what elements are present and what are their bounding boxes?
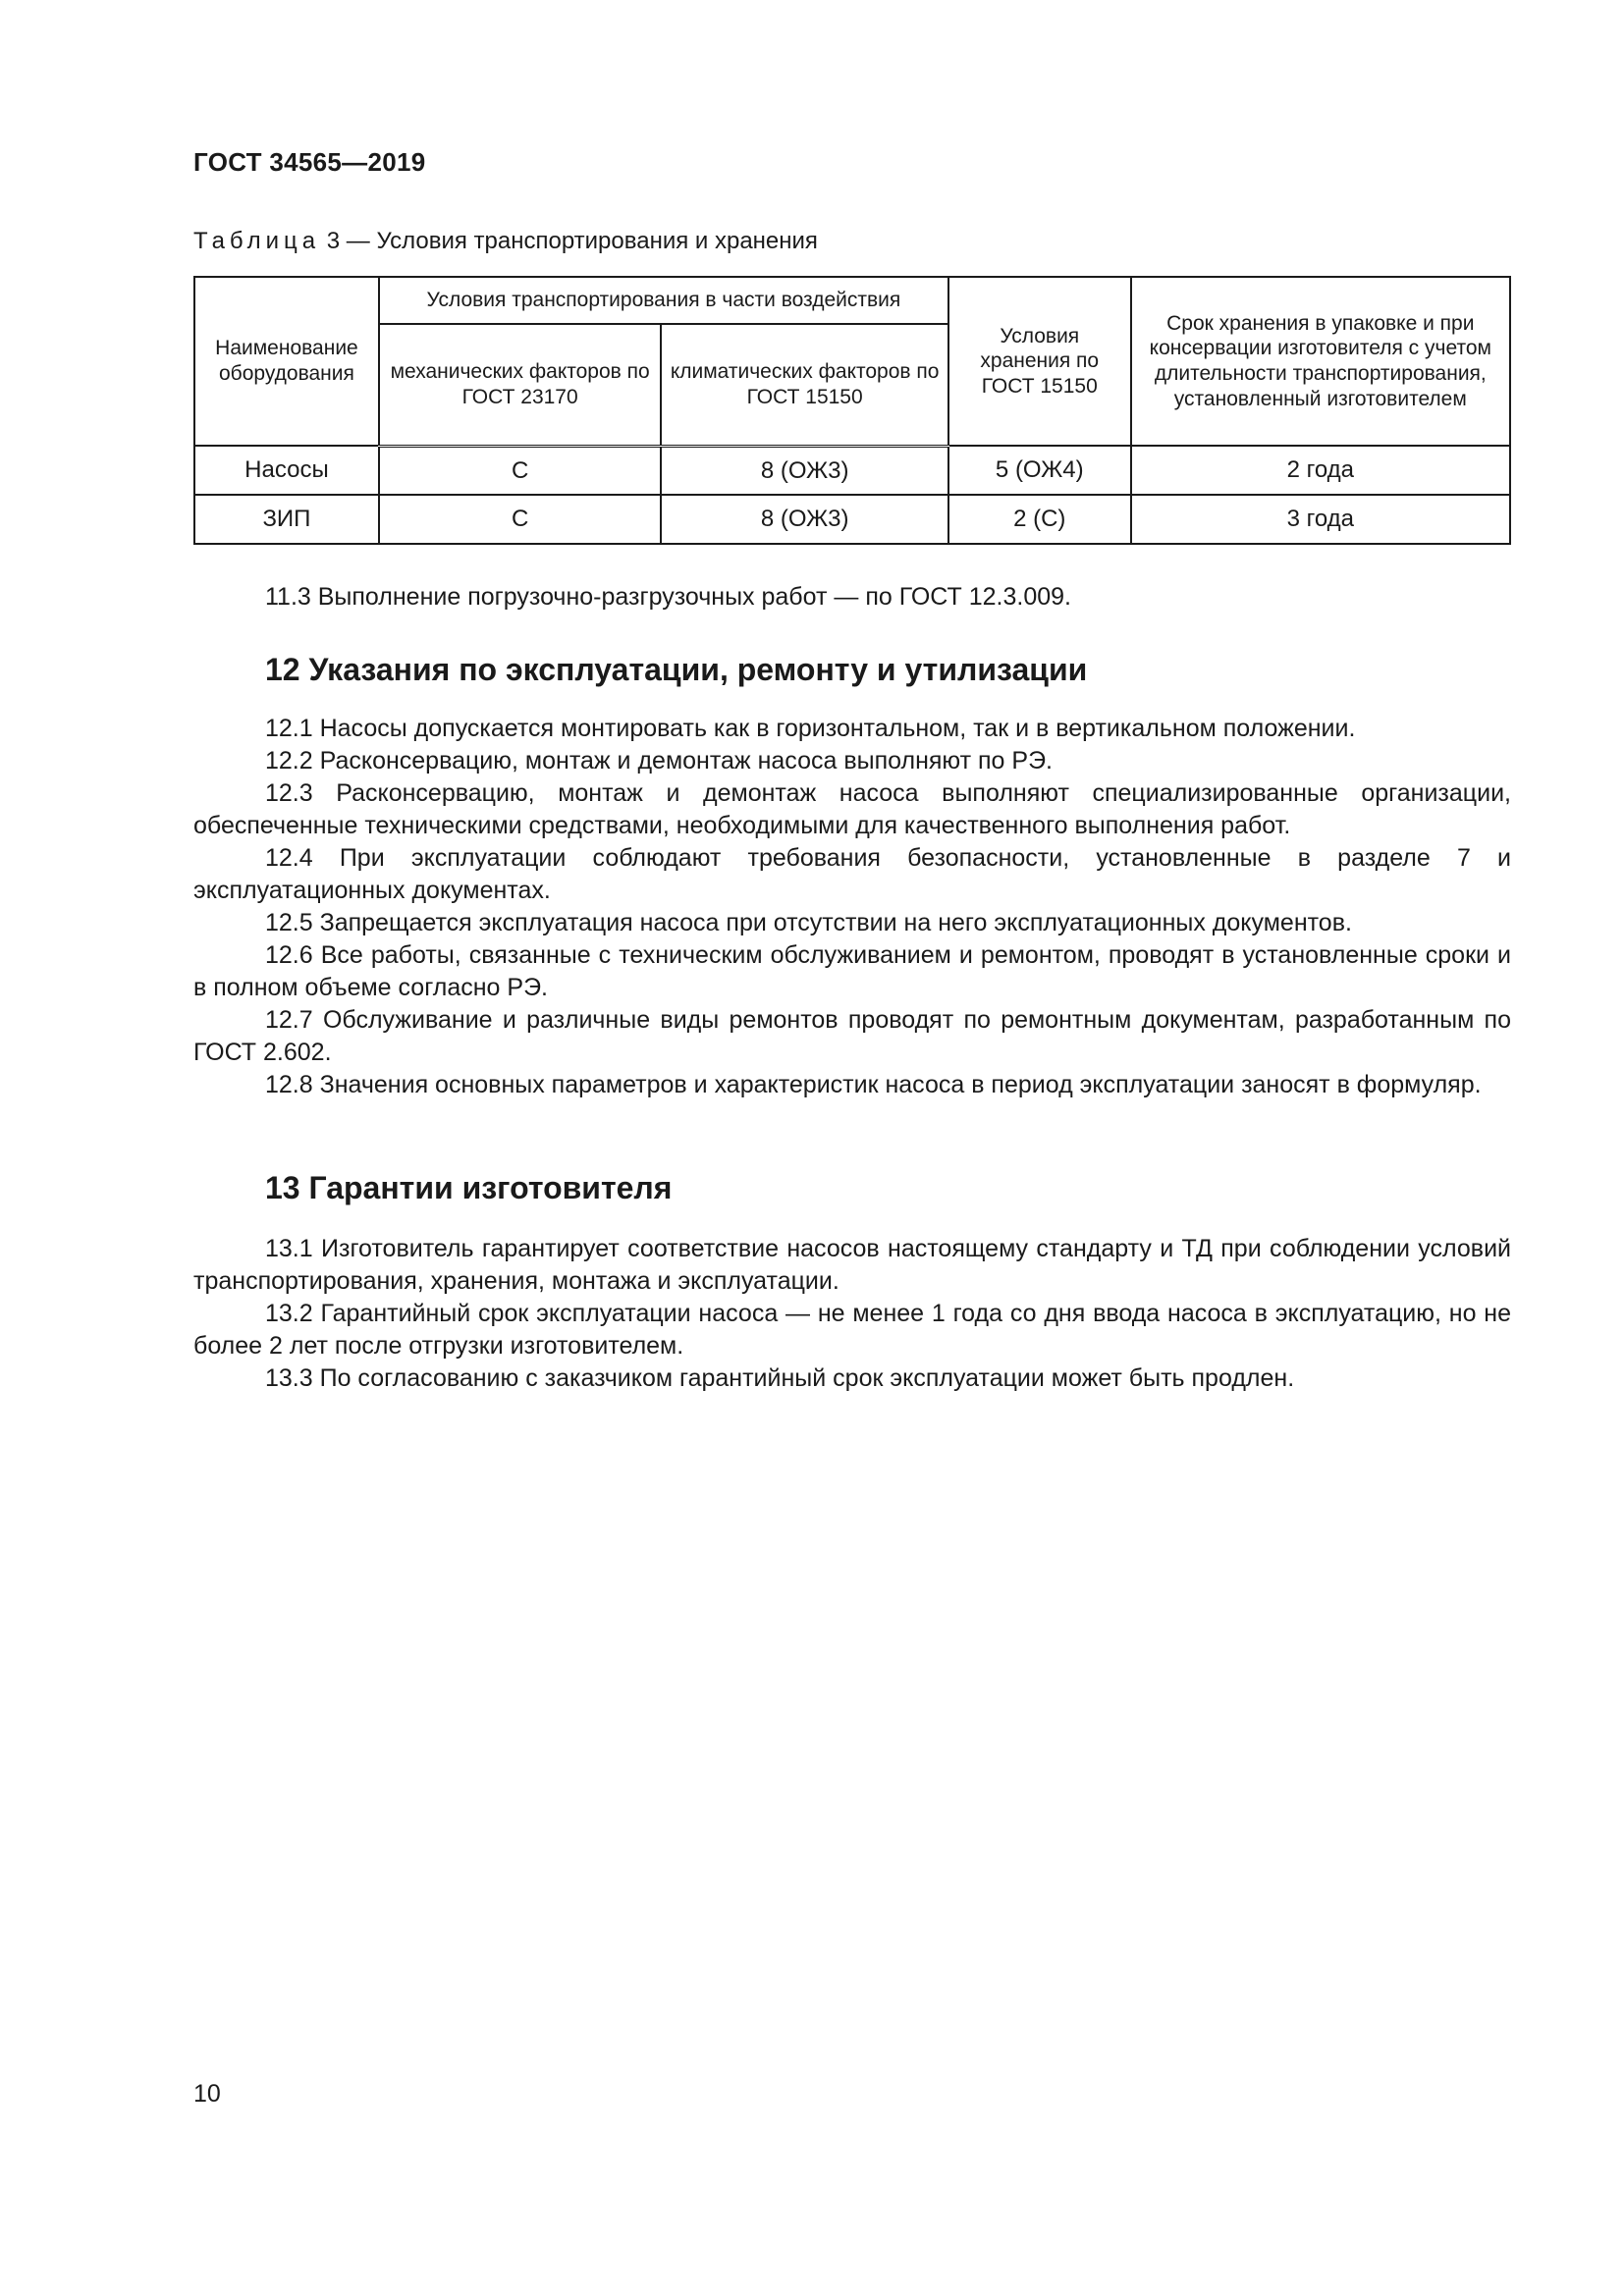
- cell-climatic: 8 (ОЖ3): [661, 495, 948, 544]
- paragraph-13-3: 13.3 По согласованию с заказчиком гарантийный срок эксплуатации может быть продлен.: [265, 1364, 1295, 1392]
- cell-term: 3 года: [1131, 495, 1510, 544]
- header-mechanical-factors: механических факторов по ГОСТ 23170: [379, 324, 662, 446]
- cell-name: Насосы: [194, 446, 379, 495]
- table-caption: [193, 228, 818, 255]
- table-row: [194, 495, 1510, 544]
- paragraph-12-8: 12.8 Значения основных параметров и характеристик насоса в период эксплуатации заносят в формуляр.: [265, 1071, 1482, 1098]
- paragraph-13-2: 13.2 Гарантийный срок эксплуатации насоса — не менее 1 года со дня ввода насоса в эксплуатацию, но не более 2 лет после отгрузки изготовителем.: [193, 1300, 1511, 1360]
- paragraph-12-4: 12.4 При эксплуатации соблюдают требования безопасности, установленные в разделе 7 и эксплуатационных документах.: [193, 844, 1511, 904]
- header-transport-conditions: Условия транспортирования в части воздействия: [379, 277, 948, 324]
- paragraph-12-1: 12.1 Насосы допускается монтировать как в горизонтальном, так и в вертикальном положении.: [265, 715, 1356, 742]
- paragraph-12-2: 12.2 Расконсервацию, монтаж и демонтаж насоса выполняют по РЭ.: [265, 747, 1053, 774]
- cell-mechanical: С: [379, 446, 662, 495]
- cell-storage: 5 (ОЖ4): [948, 446, 1131, 495]
- paragraph-12-3: 12.3 Расконсервацию, монтаж и демонтаж насоса выполняют специализированные организации, обеспеченные техническими средствами, необходимыми для качественного выполнения работ.: [193, 779, 1511, 839]
- cell-name: ЗИП: [194, 495, 379, 544]
- page-number: 10: [193, 2080, 221, 2108]
- paragraph-12-5: 12.5 Запрещается эксплуатация насоса при отсутствии на него эксплуатационных документов.: [265, 909, 1352, 936]
- header-storage-term: Срок хранения в упаковке и при консервации изготовителя с учетом длительности транспортирования, установленный изготовителем: [1131, 277, 1510, 446]
- paragraph-11-3: 11.3 Выполнение погрузочно-разгрузочных работ — по ГОСТ 12.3.009.: [265, 583, 1071, 611]
- section-13-heading: 13 Гарантии изготовителя: [265, 1170, 673, 1205]
- paragraph-12-6: 12.6 Все работы, связанные с техническим обслуживанием и ремонтом, проводят в установленные сроки и в полном объеме согласно РЭ.: [193, 941, 1511, 1001]
- cell-climatic: 8 (ОЖ3): [661, 446, 948, 495]
- table-caption-word: Таблица: [193, 228, 321, 254]
- document-id: ГОСТ 34565—2019: [193, 147, 426, 177]
- cell-mechanical: С: [379, 495, 662, 544]
- cell-term: 2 года: [1131, 446, 1510, 495]
- table-row: [194, 446, 1510, 495]
- paragraph-13-1: 13.1 Изготовитель гарантирует соответствие насосов настоящему стандарту и ТД при соблюдении условий транспортирования, хранения, монтажа и эксплуатации.: [193, 1235, 1511, 1295]
- header-equipment-name: Наименование оборудования: [194, 277, 379, 446]
- header-climatic-factors: климатических факторов по ГОСТ 15150: [661, 324, 948, 446]
- cell-storage: 2 (С): [948, 495, 1131, 544]
- paragraph-12-7: 12.7 Обслуживание и различные виды ремонтов проводят по ремонтным документам, разработанным по ГОСТ 2.602.: [193, 1006, 1511, 1066]
- section-12-heading: 12 Указания по эксплуатации, ремонту и утилизации: [265, 652, 1088, 687]
- transport-storage-table: [193, 276, 1511, 545]
- table-caption-title: 3 — Условия транспортирования и хранения: [326, 228, 818, 254]
- header-storage-conditions: Условия хранения по ГОСТ 15150: [948, 277, 1131, 446]
